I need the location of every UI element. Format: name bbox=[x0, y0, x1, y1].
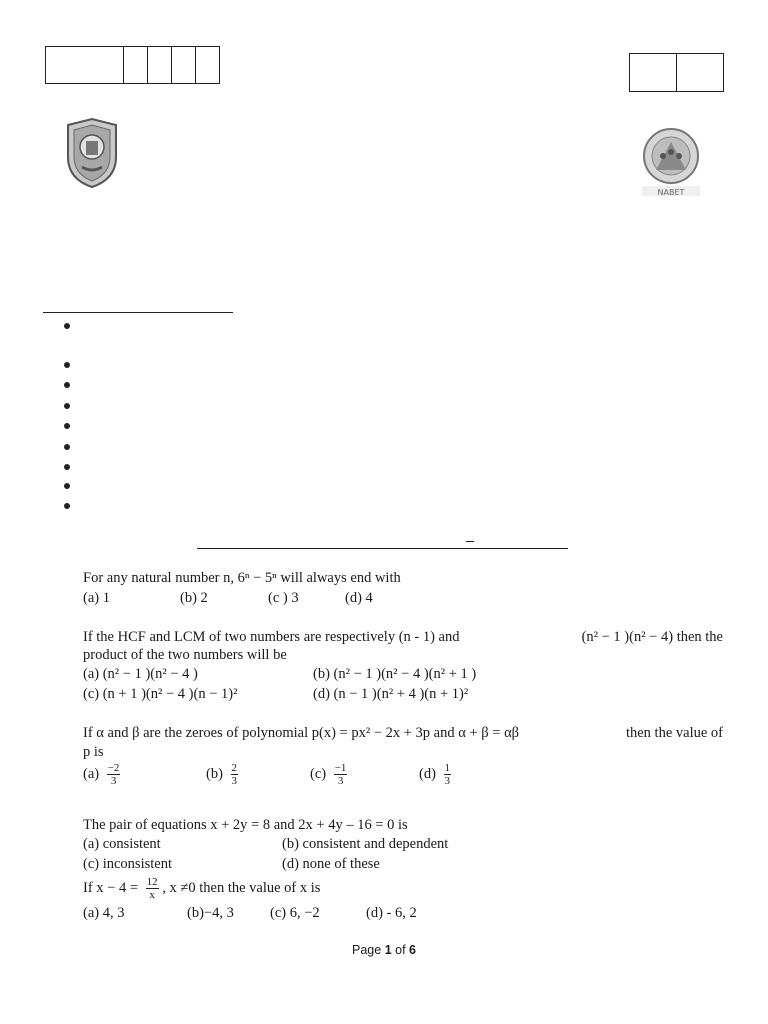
q3-option-c-fraction bbox=[334, 762, 348, 787]
nabet-logo bbox=[636, 126, 706, 198]
q5-text-right: , x ≠0 then the value of x is bbox=[162, 879, 321, 896]
q4-option-c: (c) inconsistent bbox=[83, 856, 172, 872]
fraction-denominator: x bbox=[149, 889, 155, 901]
fraction-numerator: 2 bbox=[231, 762, 238, 774]
instruction-bullet bbox=[64, 382, 70, 388]
q4-option-a: (a) consistent bbox=[83, 836, 161, 852]
q5-fraction bbox=[146, 876, 159, 901]
q1-option-c: (c ) 3 bbox=[268, 590, 299, 606]
roll-box-cell bbox=[196, 47, 219, 83]
q2-line1-left: If the HCF and LCM of two numbers are respectively (n - 1) and bbox=[83, 629, 460, 645]
instruction-bullet bbox=[64, 464, 70, 470]
school-crest-logo bbox=[64, 117, 120, 189]
q1-option-a: (a) 1 bbox=[83, 590, 110, 606]
nabet-logo-lettering: NABET bbox=[657, 188, 685, 197]
q2-line1-right: (n² − 1 )(n² − 4) then the bbox=[581, 629, 723, 645]
instructions-heading-rule bbox=[43, 312, 233, 313]
q3-option-c-label: (c) bbox=[310, 765, 327, 782]
fraction-numerator: −1 bbox=[334, 762, 347, 774]
section-heading-rule bbox=[197, 548, 568, 549]
q1-option-d: (d) 4 bbox=[345, 590, 373, 606]
q3-line1-right: then the value of bbox=[625, 725, 723, 741]
q3-option-b bbox=[206, 762, 238, 787]
q2-line2: product of the two numbers will be bbox=[83, 647, 287, 663]
instruction-bullet bbox=[64, 503, 70, 509]
q3-option-b-fraction bbox=[231, 762, 239, 787]
footer-page-number: 1 bbox=[384, 943, 392, 957]
instruction-bullet bbox=[64, 362, 70, 368]
footer-of: of bbox=[391, 943, 410, 957]
q1-text: For any natural number n, 6ⁿ − 5ⁿ will always end with bbox=[83, 570, 401, 586]
q2-option-b: (b) (n² − 1 )(n² − 4 )(n² + 1 ) bbox=[313, 666, 477, 682]
fraction-numerator: −2 bbox=[107, 762, 120, 774]
roll-box-cell bbox=[46, 47, 124, 83]
q5-text bbox=[83, 876, 320, 901]
q2-option-c: (c) (n + 1 )(n² − 4 )(n − 1)² bbox=[83, 686, 238, 702]
q3-option-c bbox=[310, 762, 347, 787]
fraction-denominator: 3 bbox=[110, 775, 117, 787]
fraction-denominator: 3 bbox=[231, 775, 238, 787]
set-box-cell bbox=[677, 54, 723, 91]
q3-option-a-fraction bbox=[107, 762, 121, 787]
q3-line1 bbox=[83, 724, 723, 742]
q4-option-b: (b) consistent and dependent bbox=[282, 836, 449, 852]
set-code-boxes bbox=[629, 53, 724, 92]
instruction-bullet bbox=[64, 403, 70, 409]
instruction-bullet bbox=[64, 444, 70, 450]
q3-option-b-label: (b) bbox=[206, 765, 223, 782]
q1-option-b: (b) 2 bbox=[180, 590, 208, 606]
q5-option-d: (d) - 6, 2 bbox=[366, 905, 417, 921]
section-heading-dash bbox=[466, 541, 474, 542]
q5-option-c: (c) 6, −2 bbox=[270, 905, 320, 921]
q3-option-a bbox=[83, 762, 120, 787]
roll-box-cell bbox=[148, 47, 172, 83]
q2-option-a: (a) (n² − 1 )(n² − 4 ) bbox=[83, 666, 198, 682]
instruction-bullet bbox=[64, 323, 70, 329]
q3-option-d-label: (d) bbox=[419, 765, 436, 782]
instruction-bullet bbox=[64, 423, 70, 429]
fraction-numerator: 12 bbox=[146, 876, 158, 888]
footer-prefix: Page bbox=[352, 943, 385, 957]
fraction-numerator: 1 bbox=[444, 762, 451, 774]
fraction-denominator: 3 bbox=[444, 775, 451, 787]
fraction-denominator: 3 bbox=[337, 775, 344, 787]
roll-box-cell bbox=[172, 47, 196, 83]
set-box-cell bbox=[630, 54, 677, 91]
q5-text-left: If x − 4 = bbox=[83, 879, 139, 896]
roll-number-boxes bbox=[45, 46, 220, 84]
page-footer bbox=[0, 943, 768, 957]
q3-line1-left: If α and β are the zeroes of polynomial p(x) = px² − 2x + 3p and α + β = αβ bbox=[83, 725, 520, 741]
q5-option-b: (b)−4, 3 bbox=[187, 905, 234, 921]
q3-option-d-fraction bbox=[444, 762, 452, 787]
q3-option-a-label: (a) bbox=[83, 765, 100, 782]
footer-total-pages: 6 bbox=[409, 943, 416, 957]
q2-option-d: (d) (n − 1 )(n² + 4 )(n + 1)² bbox=[313, 686, 469, 702]
instruction-bullet bbox=[64, 483, 70, 489]
q4-option-d: (d) none of these bbox=[282, 856, 380, 872]
q4-text: The pair of equations x + 2y = 8 and 2x + 4y – 16 = 0 is bbox=[83, 817, 408, 833]
q3-line2: p is bbox=[83, 744, 104, 760]
q5-option-a: (a) 4, 3 bbox=[83, 905, 125, 921]
roll-box-cell bbox=[124, 47, 148, 83]
q2-line1 bbox=[83, 628, 723, 646]
q3-option-d bbox=[419, 762, 451, 787]
